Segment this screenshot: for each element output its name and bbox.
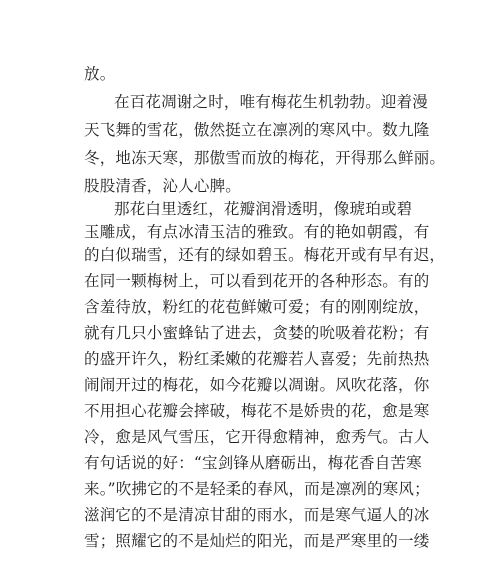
- text-line: 有句话说的好：“宝剑锋从磨砺出，梅花香自苦寒: [84, 454, 422, 472]
- text-line: 含羞待放，粉红的花苞鲜嫩可爱；有的刚刚绽放，: [84, 298, 430, 316]
- text-line: 冷，愈是风气雪压，它开得愈精神，愈秀气。古人: [84, 428, 430, 446]
- paragraph-first-line: 那花白里透红，花瓣润滑透明，像琥珀或碧: [114, 200, 413, 218]
- text-line: 玉雕成，有点冰清玉洁的雅致。有的艳如朝霞，有: [84, 223, 430, 241]
- text-line: 滋润它的不是清凉甘甜的雨水，而是寒气逼人的冰: [84, 506, 430, 524]
- text-line: 放。: [84, 65, 116, 83]
- text-line: 的白似瑞雪，还有的绿如碧玉。梅花开或有早有迟，: [84, 246, 446, 264]
- text-line: 雪；照耀它的不是灿烂的阳光，而是严寒里的一缕: [84, 532, 430, 550]
- text-line: 就有几只小蜜蜂钻了进去，贪婪的吮吸着花粉；有: [84, 324, 430, 342]
- text-line: 的盛开许久，粉红柔嫩的花瓣若人喜爱；先前热热: [84, 350, 430, 368]
- text-line: 不用担心花瓣会摔破，梅花不是娇贵的花，愈是寒: [84, 402, 430, 420]
- paragraph-first-line: 在百花凋谢之时，唯有梅花生机勃勃。迎着漫: [114, 93, 429, 111]
- text-line: 天飞舞的雪花，傲然挺立在凛冽的寒风中。数九隆: [84, 121, 430, 139]
- text-line: 股股清香，沁人心脾。: [84, 177, 242, 195]
- text-line: 来。”吹拂它的不是轻柔的春风，而是凛冽的寒风；: [84, 480, 430, 498]
- text-line: 闹闹开过的梅花，如今花瓣以凋谢。风吹花落，你: [84, 376, 430, 394]
- text-line: 在同一颗梅树上，可以看到花开的各种形态。有的: [84, 272, 430, 290]
- text-line: 冬，地冻天寒，那傲雪而放的梅花，开得那么鲜丽。: [84, 149, 446, 167]
